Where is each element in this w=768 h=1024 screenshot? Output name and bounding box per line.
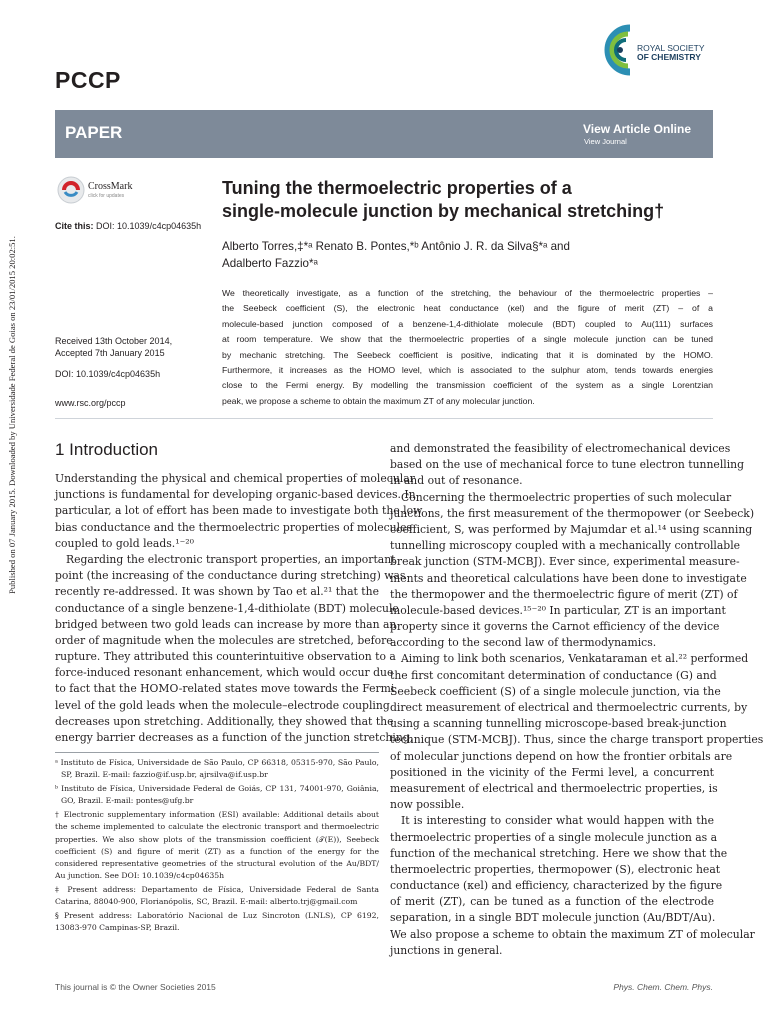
article-doi: DOI: 10.1039/c4cp04635h: [55, 369, 161, 379]
publication-side-note: Published on 07 January 2015. Downloaded by Universidade Federal de Goias on 23/01/2015 20:02:51.: [7, 236, 17, 594]
rsc-logo-icon: [598, 20, 638, 80]
article-type-banner: [55, 110, 713, 158]
abstract-line: by mechanic stretching. The Seebeck coefficient is positive, indicating that it is dominated by the HOMO.: [222, 349, 713, 360]
abstract-line: close to the Fermi energy. By modelling the transmission coefficient of the system as a single Lorentzian: [222, 380, 713, 391]
cite-this: Cite this: DOI: 10.1039/c4cp04635h: [55, 221, 202, 231]
footer-copyright: This journal is © the Owner Societies 2015: [55, 982, 216, 992]
rsc-logo: [598, 20, 720, 106]
view-journal-link[interactable]: View Journal: [584, 137, 627, 146]
journal-website-link[interactable]: www.rsc.org/pccp: [55, 398, 126, 408]
crossmark-badge[interactable]: [57, 176, 167, 206]
abstract-line: peak, we propose a scheme to obtain the maximum ZT of any molecular junction.: [222, 395, 535, 406]
article-title: Tuning the thermoelectric properties of a single-molecule junction by mechanical stretching†: [222, 178, 665, 221]
crossmark-sub: click for updates: [88, 193, 125, 199]
abstract-line: We theoretically investigate, as a function of the stretching, the behaviour of the thermoelectric properties –: [222, 288, 713, 298]
author-list: Alberto Torres,‡*ᵃ Renato B. Pontes,*ᵇ Antônio J. R. da Silva§*ᵃ and Adalberto Fazzio*ᵃ: [222, 240, 570, 270]
section-heading: 1 Introduction: [55, 440, 159, 459]
rsc-name-line2: OF CHEMISTRY: [637, 52, 701, 62]
abstract: [222, 286, 713, 409]
abstract-line: at room temperature. We show that the thermoelectric properties of a single molecule junction can be tuned: [222, 334, 713, 345]
accepted-date: Accepted 7th January 2015: [55, 348, 165, 358]
crossmark-icon: [57, 176, 85, 204]
article-type: PAPER: [65, 123, 123, 142]
journal-name: PCCP: [55, 67, 121, 93]
abstract-line: molecule-based junction composed of a benzene-1,4-dithiolate molecule (BDT) coupled to Au(111) surfaces: [222, 318, 713, 329]
abstract-line: the Seebeck coefficient (S), the electronic heat conductance (κel) and the figure of merit (ZT) – of a: [222, 303, 713, 314]
left-column-body: Understanding the physical and chemical properties of molecular junctions is fundamental for developing organic-based devices. In particular, a lot of effort has been made to investigate both the low bias conductance and the thermoelectric properties of molecules coupled to gold leads.¹⁻²⁰ Regarding the electronic transport properties, an important point (the increasing of the conductance during stretching) was recently re-addressed. It was shown by Tao et al.²¹ that the conductance of a single benzene-1,4-dithiolate (BDT) molecule bridged between two gold leads can increase by more than an order of magnitude when the molecules are stretched, before rupture. They attributed this counterintuitive observation to a force-induced resonant enhancement, which would occur due to fact that the HOMO-related states move towards the Fermi level of the gold leads when the molecule–electrode coupling decreases upon stretching. Additionally, they showed that the energy barrier decreases as a function of the junction stretching,: [55, 472, 423, 744]
footnotes: ᵃ Instituto de Física, Universidade de São Paulo, CP 66318, 05315-970, São Paulo, SP, Brazil. E-mail: fazzio@if.usp.br, ajrsilva@if.usp.br ᵇ Instituto de Física, Universidade Federal de Goiás, CP 131, 74001-970, Goiânia, GO, Brazil. E-mail: pontes@ufg.br † Electronic supplementary information (ESI) available: Additional details about the scheme implemented to calculate the electronic transport and thermoelectric properties. We also show plots of the transmission coefficient (𝒯(E)), Seebeck coefficient (S) and figure of merit (ZT) as a function of the energy for the considered representative geometries of the structural evolution of the Au/BDT/ Au junction. See DOI: 10.1039/c4cp04635h ‡ Present address: Departamento de Física, Universidade Federal de Santa Catarina, 88040-900, Florianópolis, SC, Brazil. E-mail: alberto.trj@gmail.com § Present address: Laboratório Nacional de Luz Sincroton (LNLS), CP 6192, 13083-970 Campinas-SP, Brazil.: [55, 758, 379, 933]
footer-journal: Phys. Chem. Chem. Phys.: [613, 982, 713, 992]
footnote-rule: [55, 752, 379, 753]
abstract-line: Furthermore, it increases as the HOMO level, which is associated to the sulphur atom, tends towards energies: [222, 365, 713, 376]
rsc-name-line1: ROYAL SOCIETY: [637, 43, 705, 53]
crossmark-label: CrossMark: [88, 181, 133, 192]
view-article-online-link[interactable]: View Article Online: [582, 122, 691, 136]
header-divider: [55, 418, 713, 419]
received-date: Received 13th October 2014,: [55, 336, 173, 346]
right-column-body: and demonstrated the feasibility of electromechanical devices based on the use of mechanical force to tune electron tunnelling in and out of resonance. Concerning the thermoelectric properties of such molecular junctions, the first measurement of the thermopower (or Seebeck) coefficient, S, was performed by Majumdar et al.¹⁴ using scanning tunnelling microscopy coupled with a mechanically controllable break junction (STM-MCBJ). Ever since, experimental measure- ments and theoretical calculations have been done to investigate the thermopower and the thermoelectric figure of merit (ZT) of molecule-based devices.¹⁵⁻²⁰ In particular, ZT is an important property since it governs the Carnot efficiency of the device according to the second law of thermodynamics. Aiming to link both scenarios, Venkataraman et al.²² performed the first concomitant determination of conductance (G) and Seebeck coefficient (S) of a single molecule junction, via the direct measurement of electrical and thermoelectric currents, by using a scanning tunnelling microscope-based break-junction technique (STM-MCBJ). Thus, since the charge transport properties of molecular junctions depend on how the frontier orbitals are positioned in the vicinity of the Fermi level, a concurrent measurement of electrical and thermoelectric properties, is now possible. It is interesting to consider what would happen with the thermoelectric properties of a single molecule junction as a function of the mechanical stretching. Here we show that the thermoelectric properties, thermopower (S), electronic heat conductance (κel) and efficiency, characterized by the figure of merit (ZT), can be tuned as a function of the electrode separation, in a single BDT molecule junction (Au/BDT/Au). We also propose a scheme to obtain the maximum ZT of molecular junctions in general.: [390, 442, 764, 957]
